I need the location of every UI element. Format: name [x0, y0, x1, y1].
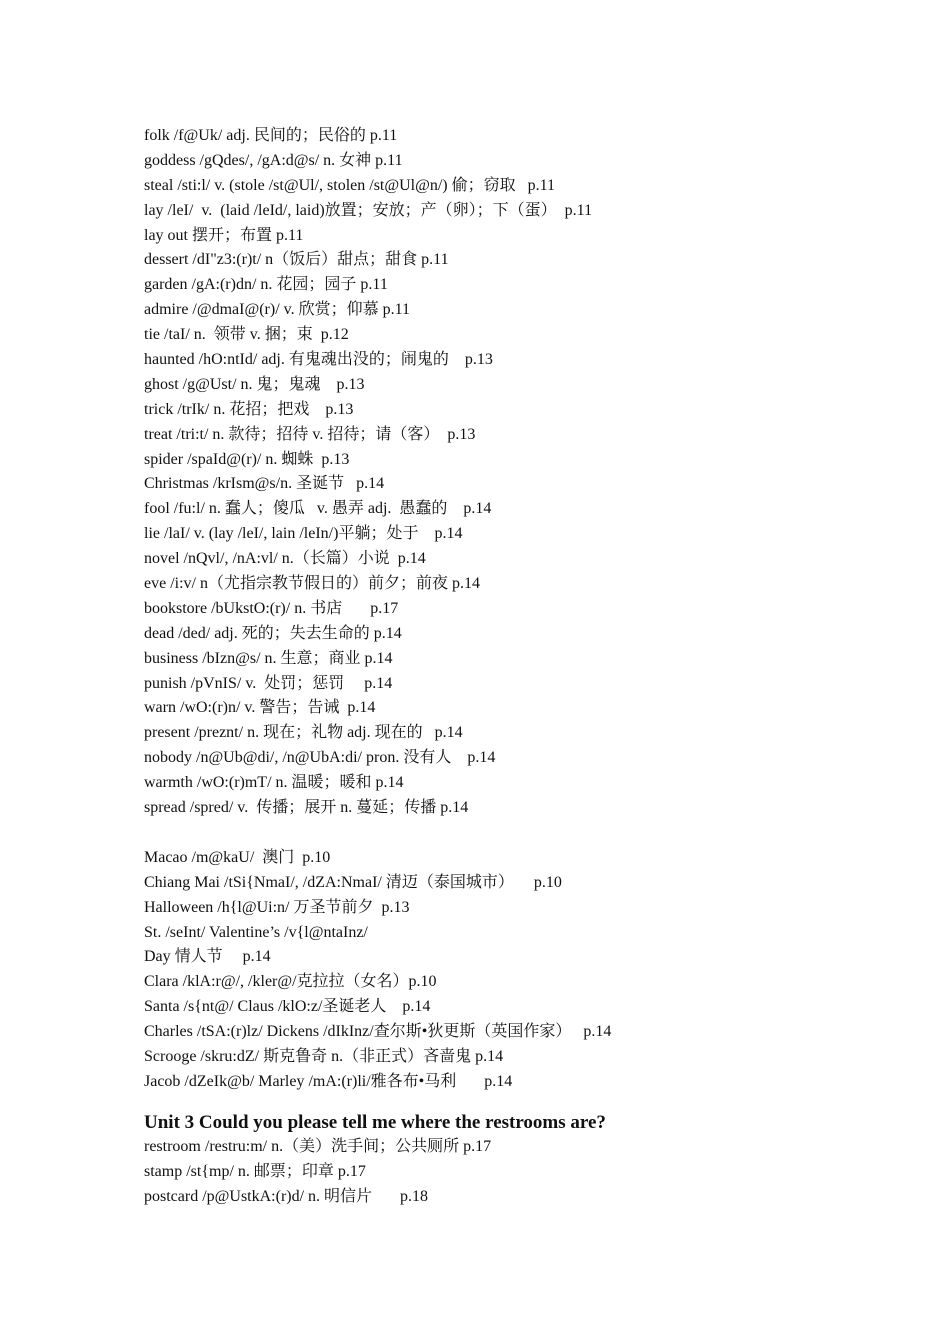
- vocabulary-entry: present /preznt/ n. 现在；礼物 adj. 现在的 p.14: [144, 724, 463, 742]
- vocabulary-entry: ghost /g@Ust/ n. 鬼；鬼魂 p.13: [144, 375, 365, 393]
- vocabulary-entry: Day 情人节 p.14: [144, 948, 271, 966]
- vocabulary-entry: warn /wO:(r)n/ v. 警告；告诫 p.14: [144, 699, 376, 717]
- vocabulary-entry: goddess /gQdes/, /gA:d@s/ n. 女神 p.11: [144, 151, 403, 169]
- vocabulary-entry: eve /i:v/ n（尤指宗教节假日的）前夕；前夜 p.14: [144, 575, 480, 593]
- vocabulary-section-proper-nouns: [144, 846, 904, 1095]
- vocabulary-entry: Macao /m@kaU/ 澳门 p.10: [144, 848, 331, 866]
- vocabulary-entry: Charles /tSA:(r)lz/ Dickens /dIkInz/查尔斯•狄更斯（英国作家） p.14: [144, 1023, 612, 1041]
- vocabulary-entry: Chiang Mai /tSi{NmaI/, /dZA:NmaI/ 清迈（泰国城市） p.10: [144, 873, 562, 891]
- vocabulary-entry: dessert /dI"z3:(r)t/ n（饭后）甜点；甜食 p.11: [144, 251, 449, 269]
- vocabulary-entry: bookstore /bUkstO:(r)/ n. 书店 p.17: [144, 599, 399, 617]
- vocabulary-entry: Clara /klA:r@/, /kler@/克拉拉（女名）p.10: [144, 973, 437, 991]
- vocabulary-entry: haunted /hO:ntId/ adj. 有鬼魂出没的；闹鬼的 p.13: [144, 351, 493, 369]
- vocabulary-entry: Santa /s{nt@/ Claus /klO:z/圣诞老人 p.14: [144, 998, 431, 1016]
- vocabulary-entry: lay out 摆开；布置 p.11: [144, 226, 304, 244]
- vocabulary-entry: treat /tri:t/ n. 款待；招待 v. 招待；请（客） p.13: [144, 425, 476, 443]
- vocabulary-entry: St. /seInt/ Valentine’s /v{l@ntaInz/: [144, 923, 368, 941]
- vocabulary-entry: nobody /n@Ub@di/, /n@UbA:di/ pron. 没有人 p.14: [144, 749, 496, 767]
- vocabulary-entry: Halloween /h{l@Ui:n/ 万圣节前夕 p.13: [144, 898, 410, 916]
- vocabulary-entry: steal /sti:l/ v. (stole /st@Ul/, stolen /st@Ul@n/) 偷；窃取 p.11: [144, 176, 556, 194]
- vocabulary-entry: business /bIzn@s/ n. 生意；商业 p.14: [144, 649, 393, 667]
- vocabulary-entry: folk /f@Uk/ adj. 民间的；民俗的 p.11: [144, 127, 398, 144]
- section-spacer: [144, 821, 904, 846]
- vocabulary-entry: Scrooge /skru:dZ/ 斯克鲁奇 n.（非正式）吝啬鬼 p.14: [144, 1047, 504, 1065]
- vocabulary-section-unit-3: [144, 1135, 904, 1210]
- vocabulary-entry: warmth /wO:(r)mT/ n. 温暖；暖和 p.14: [144, 774, 404, 792]
- vocabulary-entry: punish /pVnIS/ v. 处罚；惩罚 p.14: [144, 674, 393, 692]
- vocabulary-entry: lay /leI/ v. (laid /leId/, laid)放置；安放；产（卵）；下（蛋） p.11: [144, 201, 593, 219]
- vocabulary-entry: spider /spaId@(r)/ n. 蜘蛛 p.13: [144, 450, 350, 468]
- vocabulary-entry: novel /nQvl/, /nA:vl/ n.（长篇）小说 p.14: [144, 550, 426, 568]
- vocabulary-entry: stamp /st{mp/ n. 邮票；印章 p.17: [144, 1162, 366, 1180]
- vocabulary-entry: dead /ded/ adj. 死的；失去生命的 p.14: [144, 624, 402, 642]
- vocabulary-entry: admire /@dmaI@(r)/ v. 欣赏；仰慕 p.11: [144, 301, 411, 319]
- vocabulary-entry: trick /trIk/ n. 花招；把戏 p.13: [144, 400, 354, 418]
- vocabulary-entry: Jacob /dZeIk@b/ Marley /mA:(r)li/雅各布•马利 p.14: [144, 1072, 513, 1090]
- vocabulary-entry: garden /gA:(r)dn/ n. 花园；园子 p.11: [144, 276, 388, 294]
- unit-3-heading: Unit 3 Could you please tell me where the restrooms are?: [144, 1111, 606, 1133]
- vocabulary-entry: Christmas /krIsm@s/n. 圣诞节 p.14: [144, 475, 385, 493]
- vocabulary-entry: spread /spred/ v. 传播；展开 n. 蔓延；传播 p.14: [144, 799, 469, 817]
- vocabulary-section-words: [144, 124, 904, 821]
- vocabulary-entry: lie /laI/ v. (lay /leI/, lain /leIn/)平躺；处于 p.14: [144, 525, 463, 543]
- vocabulary-list: [144, 124, 904, 1209]
- vocabulary-entry: tie /taI/ n. 领带 v. 捆；束 p.12: [144, 326, 349, 344]
- vocabulary-entry: restroom /restru:m/ n.（美）洗手间；公共厕所 p.17: [144, 1137, 492, 1155]
- vocabulary-entry: postcard /p@UstkA:(r)d/ n. 明信片 p.18: [144, 1187, 429, 1205]
- vocabulary-entry: fool /fu:l/ n. 蠢人；傻瓜 v. 愚弄 adj. 愚蠢的 p.14: [144, 500, 492, 518]
